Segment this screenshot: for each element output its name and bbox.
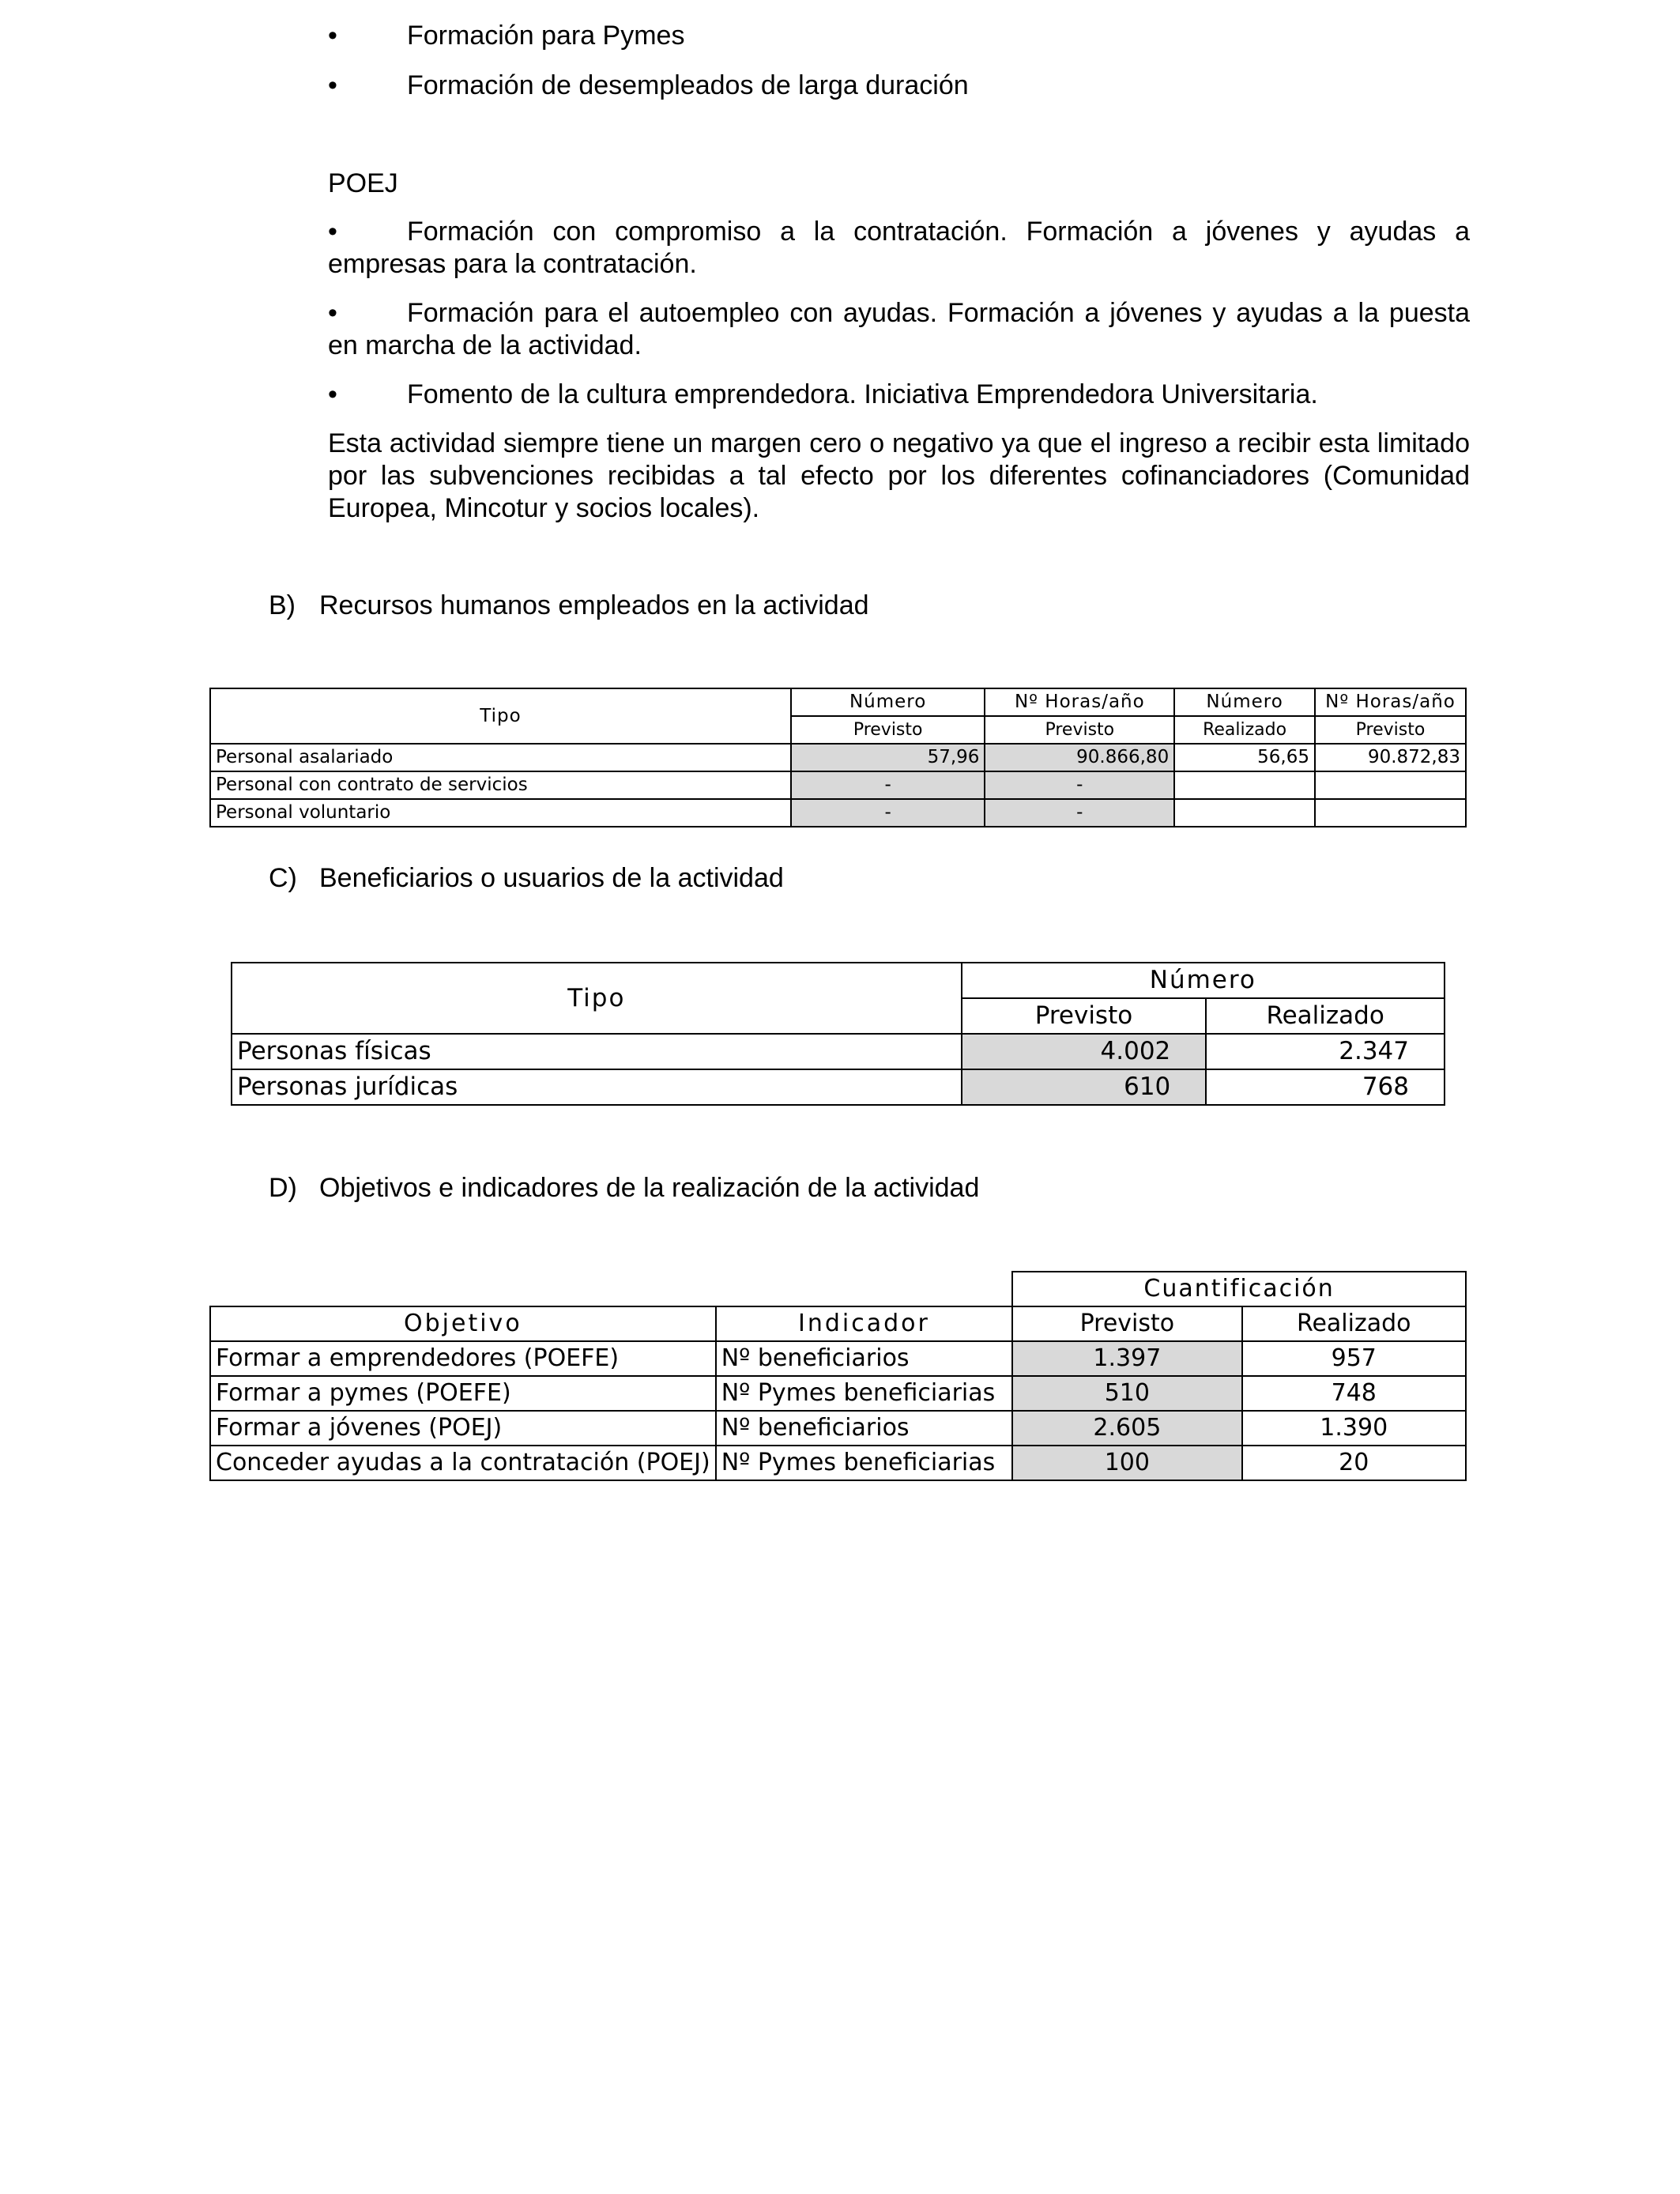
table-cell: -: [985, 799, 1174, 827]
table-cell: 2.605: [1012, 1411, 1241, 1446]
section-d-heading: [269, 1172, 979, 1204]
bullet-item: [328, 70, 1470, 102]
column-subheader: Previsto: [962, 998, 1207, 1034]
table-cell: [1315, 771, 1466, 799]
indicador-cell: Nº Pymes beneficiarias: [716, 1446, 1013, 1480]
table-cell: 957: [1242, 1341, 1467, 1376]
cuantificacion-header: Cuantificación: [1012, 1272, 1466, 1306]
bullet-marker: •: [328, 217, 337, 247]
objetivo-header: Objetivo: [210, 1306, 716, 1341]
column-subheader: Previsto: [791, 716, 985, 744]
bullet-text: Formación para el autoempleo con ayudas. Formación a jóvenes y ayudas a la puesta en marcha de la actividad.: [328, 298, 1470, 360]
table-row: [210, 1376, 1466, 1411]
table-row: [232, 1069, 1445, 1105]
indicador-header: Indicador: [716, 1306, 1013, 1341]
section-letter: D): [269, 1173, 297, 1203]
table-cell: [1174, 799, 1315, 827]
table-cell: 510: [1012, 1376, 1241, 1411]
table-row: [232, 1034, 1445, 1069]
section-title: Beneficiarios o usuarios de la actividad: [319, 863, 784, 893]
table-cell: 748: [1242, 1376, 1467, 1411]
table-cell: 610: [962, 1069, 1207, 1105]
objectives-table: [209, 1271, 1467, 1481]
section-letter: C): [269, 863, 297, 893]
table-cell: 1.397: [1012, 1341, 1241, 1376]
table-row: [210, 799, 1466, 827]
section-letter: B): [269, 590, 296, 620]
section-title: Recursos humanos empleados en la actividad: [319, 590, 869, 620]
human-resources-table: [209, 688, 1467, 827]
table-cell: 57,96: [791, 744, 985, 771]
indicador-cell: Nº beneficiarios: [716, 1341, 1013, 1376]
poej-heading: POEJ: [328, 168, 398, 198]
column-subheader: Realizado: [1174, 716, 1315, 744]
bullet-text: Formación para Pymes: [407, 21, 685, 51]
section-title: Objetivos e indicadores de la realización de la actividad: [319, 1173, 980, 1203]
column-subheader: Previsto: [985, 716, 1174, 744]
section-b-heading: [269, 590, 869, 622]
section-c-heading: [269, 862, 784, 895]
table-row: [210, 744, 1466, 771]
column-header: Número: [1174, 688, 1315, 716]
column-subheader: Previsto: [1315, 716, 1466, 744]
column-subheader: Realizado: [1242, 1306, 1467, 1341]
table-cell: [1174, 771, 1315, 799]
table-cell: [1315, 799, 1466, 827]
indicador-cell: Nº beneficiarios: [716, 1411, 1013, 1446]
table-cell: 2.347: [1206, 1034, 1445, 1069]
table-cell: -: [791, 799, 985, 827]
row-label: Personal con contrato de servicios: [210, 771, 791, 799]
table-cell: 90.872,83: [1315, 744, 1466, 771]
bullet-item: [328, 297, 1470, 362]
bullet-text: Formación de desempleados de larga duración: [407, 70, 969, 100]
tipo-header: Tipo: [210, 688, 791, 744]
bullet-text: Formación con compromiso a la contratación. Formación a jóvenes y ayudas a empresas para la contratación.: [328, 217, 1470, 279]
table-row: [210, 771, 1466, 799]
table-cell: -: [985, 771, 1174, 799]
objetivo-cell: Formar a jóvenes (POEJ): [210, 1411, 716, 1446]
row-label: Personal asalariado: [210, 744, 791, 771]
beneficiaries-table: [231, 962, 1445, 1106]
table-cell: -: [791, 771, 985, 799]
empty-cell: [716, 1272, 1013, 1306]
table-row: [210, 1341, 1466, 1376]
bullet-marker: •: [328, 379, 337, 409]
bullet-marker: •: [328, 70, 337, 100]
table-row: [210, 1446, 1466, 1480]
column-header: Número: [791, 688, 985, 716]
column-header: Nº Horas/año: [985, 688, 1174, 716]
row-label: Personas jurídicas: [232, 1069, 962, 1105]
objetivo-cell: Conceder ayudas a la contratación (POEJ): [210, 1446, 716, 1480]
empty-cell: [210, 1272, 716, 1306]
column-header: Nº Horas/año: [1315, 688, 1466, 716]
objetivo-cell: Formar a pymes (POEFE): [210, 1376, 716, 1411]
objetivo-cell: Formar a emprendedores (POEFE): [210, 1341, 716, 1376]
table-cell: 100: [1012, 1446, 1241, 1480]
row-label: Personas físicas: [232, 1034, 962, 1069]
table-cell: 20: [1242, 1446, 1467, 1480]
activity-note: Esta actividad siempre tiene un margen cero o negativo ya que el ingreso a recibir esta limitado por las subvenciones recibidas a tal efecto por los diferentes cofinanciadores (Comunidad Europea, Mincotur y socios locales).: [328, 428, 1470, 523]
bullet-item: [328, 379, 1470, 411]
table-cell: 768: [1206, 1069, 1445, 1105]
table-cell: 90.866,80: [985, 744, 1174, 771]
row-label: Personal voluntario: [210, 799, 791, 827]
bullet-marker: •: [328, 21, 337, 51]
numero-group-header: Número: [962, 963, 1445, 998]
table-row: [210, 1411, 1466, 1446]
bullet-item: [328, 20, 1470, 52]
tipo-header: Tipo: [232, 963, 962, 1034]
table-cell: 56,65: [1174, 744, 1315, 771]
indicador-cell: Nº Pymes beneficiarias: [716, 1376, 1013, 1411]
column-subheader: Previsto: [1012, 1306, 1241, 1341]
bullet-item: [328, 216, 1470, 281]
bullet-marker: •: [328, 298, 337, 328]
bullet-text: Fomento de la cultura emprendedora. Iniciativa Emprendedora Universitaria.: [407, 379, 1318, 409]
table-cell: 4.002: [962, 1034, 1207, 1069]
table-cell: 1.390: [1242, 1411, 1467, 1446]
column-subheader: Realizado: [1206, 998, 1445, 1034]
